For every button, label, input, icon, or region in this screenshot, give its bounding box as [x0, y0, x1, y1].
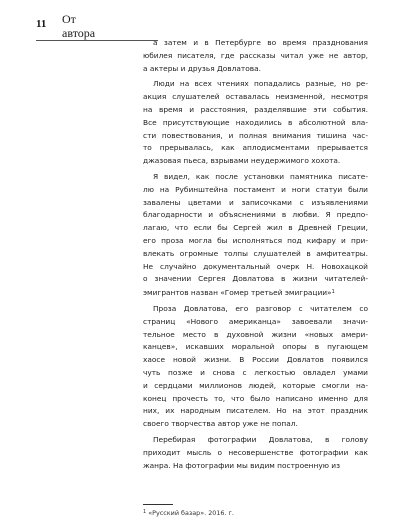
paragraph [143, 37, 368, 75]
text-line: эмигрантов назван «Гомер третьей эмиграции»$^1$ [143, 288, 335, 298]
footnote [143, 509, 234, 517]
body-text [143, 37, 368, 475]
running-head-line: От [62, 12, 76, 26]
running-head-line: автора [62, 26, 96, 40]
text-line: Проза Довлатова, его разговор с читателем со [153, 303, 368, 313]
text-line: а затем и в Петербурге во время празднования [153, 38, 368, 47]
text-line: юбилея писателя, где рассказы читал уже не автор, [143, 50, 368, 60]
text-line: то прерывалась, как аплодисментами прерывается [143, 143, 368, 153]
text-line: канцев», искавших моральной опоры в пугающем [143, 342, 368, 352]
text-line: приходит мысль о несовершенстве фотографии как [143, 447, 368, 457]
paragraph [143, 171, 368, 300]
paragraph [143, 78, 368, 168]
text-line: влекать огромные толпы слушателей в амфитеатры. [143, 248, 368, 258]
footnote-text: «Русский базар». 2016. г. [148, 509, 234, 517]
footnote-rule [143, 504, 173, 505]
text-line: хаосе новой жизни. В России Довлатов появился [143, 355, 368, 365]
paragraph [143, 303, 368, 431]
text-line: о значении Сергея Довлатова в жизни читателей- [143, 274, 368, 284]
text-line: сти повествования, и полная внимания тишина час- [143, 130, 368, 140]
text-line: благодарности и объяснениями в любви. Я предпо- [143, 210, 368, 220]
text-line: своего творчества автор уже не попал. [143, 419, 298, 429]
text-line: акция слушателей оставалась неизменной, несмотря [143, 92, 368, 102]
header-rule [36, 40, 158, 41]
text-line: Не случайно документальный очерк Н. Новохацкой [143, 261, 368, 271]
text-line: джазовая пьеса, взрывами неудержимого хохота. [143, 156, 341, 166]
text-line: Я видел, как после установки памятника писате- [153, 171, 368, 181]
footnote-marker: 1 [143, 509, 147, 515]
text-line: жанра. На фотографии мы видим построенную из [143, 460, 340, 470]
running-head [62, 12, 122, 40]
text-line: завалены цветами и записочками с изъявлениями [143, 197, 368, 207]
text-line: Все присутствующие находились в абсолютной вла- [143, 117, 368, 127]
text-line: них, их народным писателем. Но на этот праздник [143, 406, 368, 416]
text-line: на время и расстояния, разделявшие эти события. [143, 104, 368, 114]
text-line: лагаю, что если бы Сергей жил в Древней Греции, [143, 223, 368, 233]
text-line: чуть позже и снова с легкостью овладел умами [143, 367, 368, 377]
text-line: конец прочесть то, что было написано именно для [143, 393, 368, 403]
paragraph [143, 434, 368, 472]
text-line: Люди на всех чтениях попадались разные, но ре- [153, 79, 368, 89]
text-line: лю на Рубинштейна постамент и ноги статуи были [143, 184, 368, 194]
text-line: а актеры и друзья Довлатова. [143, 63, 261, 73]
text-line: Перебирая фотографии Довлатова, в голову [153, 434, 368, 444]
text-line: и сердцами миллионов людей, которые смогли на- [143, 380, 368, 390]
footnote-reference: 1 [331, 289, 335, 296]
page-number: 11 [36, 18, 47, 30]
text-line: страниц «Нового американца» завоевали значи- [143, 316, 368, 326]
text-line: его проза могла бы исполняться под кифару и при- [143, 235, 368, 245]
text-line: тельное место в духовной жизни «новых амери- [143, 329, 368, 339]
